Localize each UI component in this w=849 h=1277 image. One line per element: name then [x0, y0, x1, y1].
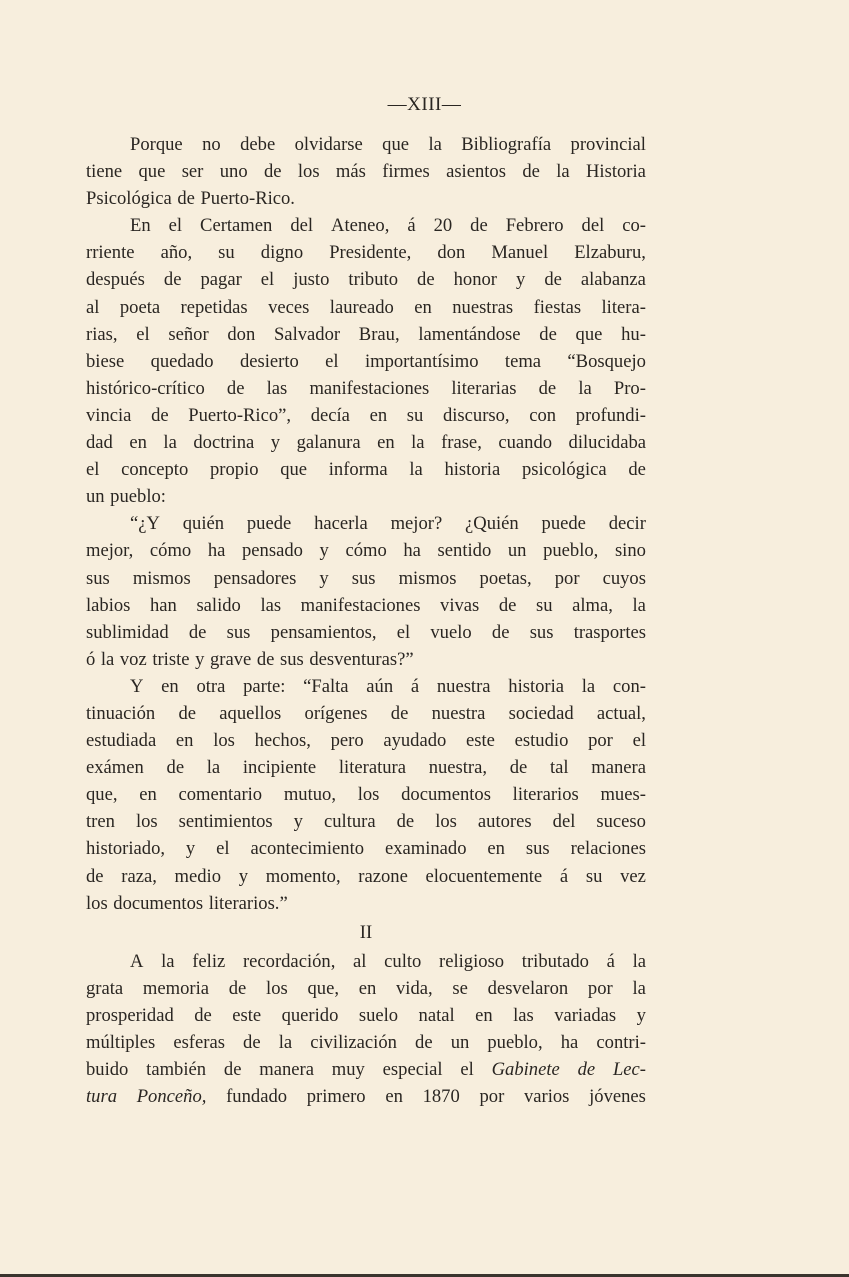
text-line: después de pagar el justo tributo de honor y de alabanza — [86, 269, 646, 291]
text-line: al poeta repetidas veces laureado en nuestras fiestas litera- — [86, 296, 646, 318]
text-line: estudiada en los hechos, pero ayudado este estudio por el — [86, 730, 646, 752]
text-line: sublimidad de sus pensamientos, el vuelo de sus trasportes — [86, 621, 646, 643]
section-heading: II — [359, 921, 373, 943]
text-line: prosperidad de este querido suelo natal en las variadas y — [86, 1004, 646, 1026]
text-line: histórico-crítico de las manifestaciones literarias de la Pro- — [86, 377, 646, 399]
text-line: de raza, medio y momento, razone elocuentemente á su vez — [86, 865, 646, 887]
text-line: ó la voz triste y grave de sus desventuras?” — [86, 648, 414, 670]
text-line: buido también de manera muy especial el Gabinete de Lec- — [86, 1059, 646, 1081]
text-line: Psicológica de Puerto-Rico. — [86, 188, 295, 210]
text-line: tiene que ser uno de los más firmes asientos de la Historia — [86, 161, 646, 183]
text-line: historiado, y el acontecimiento examinado en sus relaciones — [86, 838, 646, 860]
page-number: —XIII— — [387, 94, 462, 115]
text-line: tren los sentimientos y cultura de los autores del suceso — [86, 811, 646, 833]
text-line: que, en comentario mutuo, los documentos literarios mues- — [86, 784, 646, 806]
text-line: labios han salido las manifestaciones vivas de su alma, la — [86, 594, 646, 616]
text-line: vincia de Puerto-Rico”, decía en su discurso, con profundi- — [86, 404, 646, 426]
text-line: rias, el señor don Salvador Brau, lamentándose de que hu- — [86, 323, 646, 345]
text-line: sus mismos pensadores y sus mismos poetas, por cuyos — [86, 567, 646, 589]
text-line: A la feliz recordación, al culto religioso tributado á la — [130, 950, 646, 972]
text-part-two — [86, 948, 646, 1111]
text-line: En el Certamen del Ateneo, á 20 de Febrero del co- — [130, 215, 646, 237]
text-line: un pueblo: — [86, 486, 166, 508]
body-text — [86, 131, 646, 1110]
text-line: mejor, cómo ha pensado y cómo ha sentido un pueblo, sino — [86, 540, 646, 562]
text-line: rriente año, su digno Presidente, don Manuel Elzaburu, — [86, 242, 646, 264]
text-line: biese quedado desierto el importantísimo tema “Bosquejo — [86, 350, 646, 372]
text-line: tinuación de aquellos orígenes de nuestra sociedad actual, — [86, 702, 646, 724]
text-line: tura Ponceño, fundado primero en 1870 por varios jóvenes — [86, 1086, 646, 1108]
text-part-one — [86, 131, 646, 917]
text-line: Porque no debe olvidarse que la Bibliografía provincial — [130, 134, 646, 155]
text-line: exámen de la incipiente literatura nuestra, de tal manera — [86, 757, 646, 779]
text-line: “¿Y quién puede hacerla mejor? ¿Quién puede decir — [130, 513, 646, 535]
text-line: Y en otra parte: “Falta aún á nuestra historia la con- — [130, 675, 646, 697]
text-line: dad en la doctrina y galanura en la frase, cuando dilucidaba — [86, 432, 646, 454]
text-line: múltiples esferas de la civilización de un pueblo, ha contri- — [86, 1032, 646, 1053]
text-line: los documentos literarios.” — [86, 892, 288, 914]
text-line: grata memoria de los que, en vida, se desvelaron por la — [86, 977, 646, 999]
text-line: el concepto propio que informa la historia psicológica de — [86, 459, 646, 481]
